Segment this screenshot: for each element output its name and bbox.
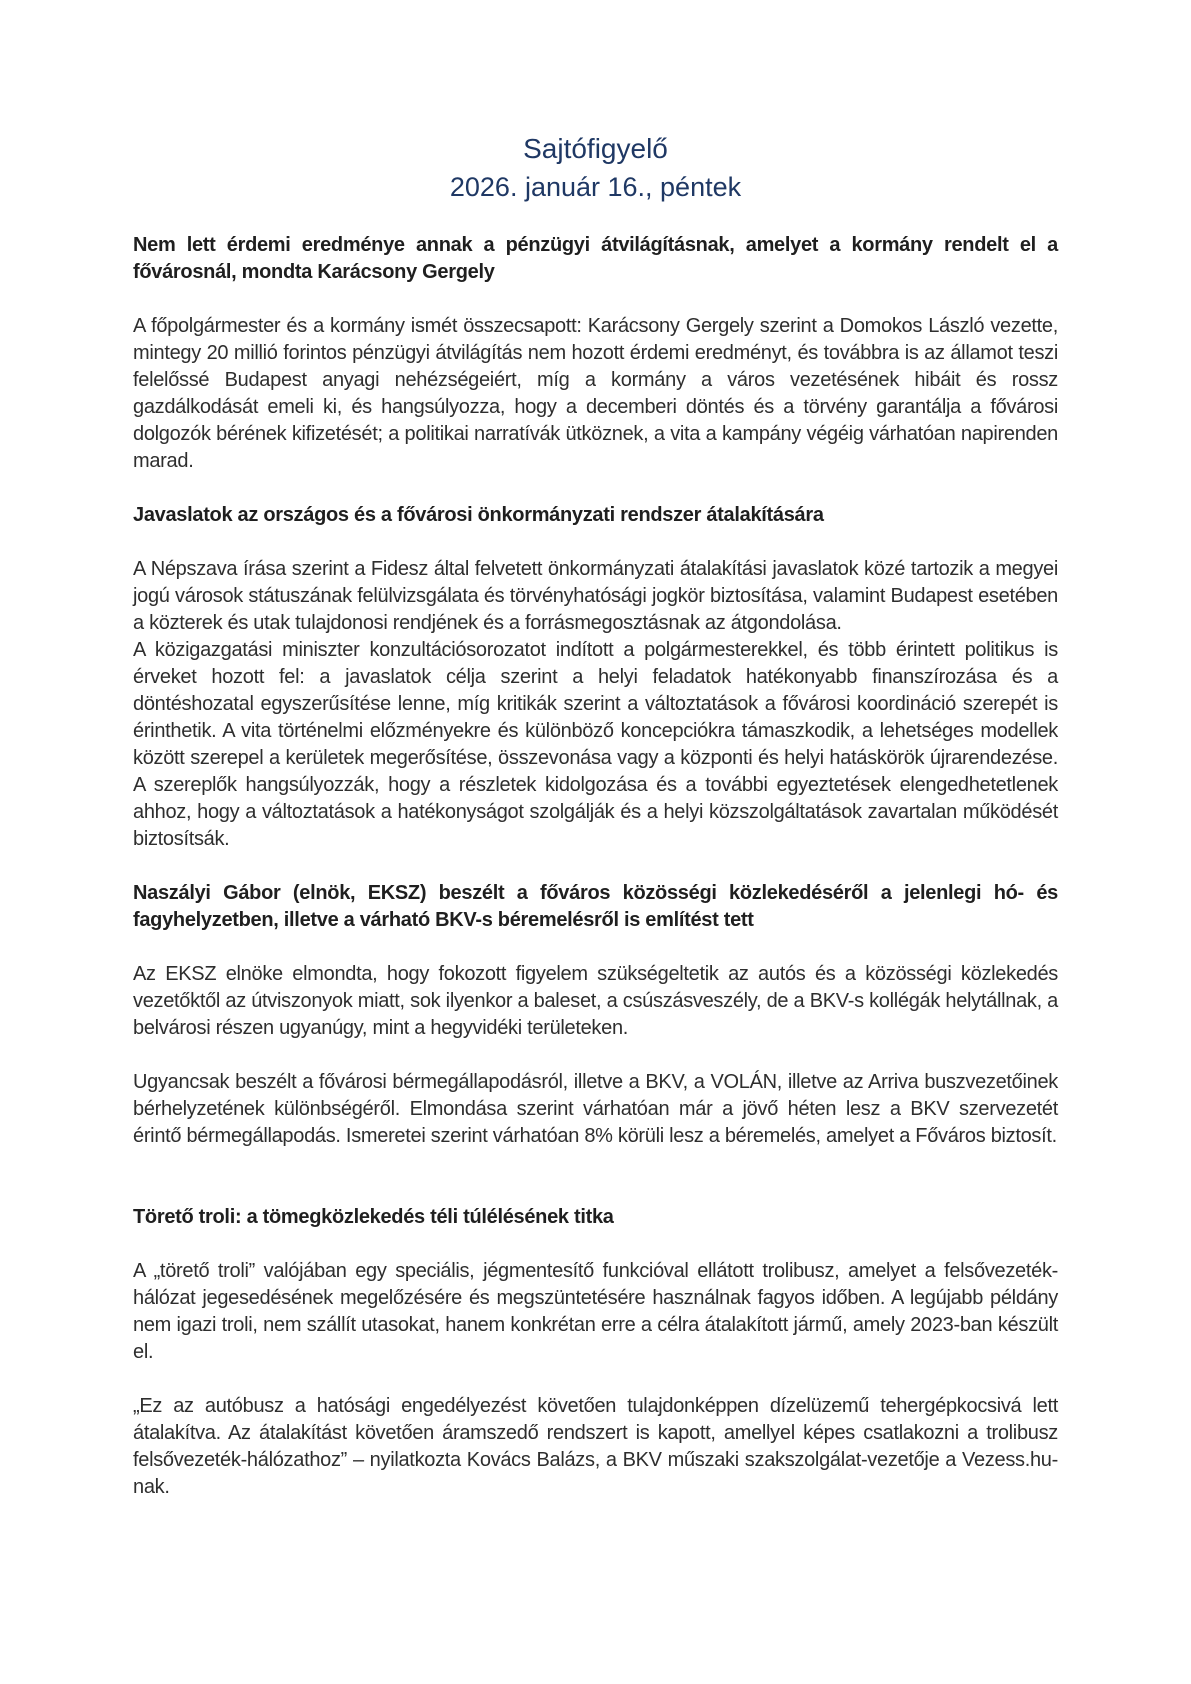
paragraph: A „törető troli” valójában egy speciális, jégmentesítő funkcióval ellátott trolibusz, amelyet a felsővezeték-hálózat jegesedésének megelőzésére és megszüntetésére használnak fagyos időben. A legújabb példány nem igazi troli, nem szállít utasokat, hanem konkrétan erre a célra átalakított jármű, amely 2023-ban készült el. bbox=[133, 1260, 1058, 1363]
section-heading-toreto-troli: Törető troli: a tömegközlekedés téli túlélésének titka bbox=[133, 1206, 614, 1228]
section-heading-public-transport-winter: Naszályi Gábor (elnök, EKSZ) beszélt a főváros közösségi közlekedéséről a jelenlegi hó- és fagyhelyzetben, illetve a várható BKV-s béremelésről is említést tett bbox=[133, 882, 1058, 931]
section-public-transport-winter bbox=[133, 880, 1058, 1150]
section-heading-financial-audit: Nem lett érdemi eredménye annak a pénzügyi átvilágításnak, amelyet a kormány rendelt el a fővárosnál, mondta Karácsony Gergely bbox=[133, 234, 1058, 283]
document-date: 2026. január 16., péntek bbox=[449, 172, 742, 202]
paragraph: „Ez az autóbusz a hatósági engedélyezést követően tulajdonképpen dízelüzemű tehergépkocsivá lett átalakítva. Az átalakítást követően áramszedő rendszert is kapott, amellyel képes csatlakozni a trolibusz felsővezeték-hálózathoz” – nyilatkozta Kovács Balázs, a BKV műszaki szakszolgálat-vezetője a Vezess.hu-nak. bbox=[133, 1395, 1058, 1498]
paragraph: A Népszava írása szerint a Fidesz által felvetett önkormányzati átalakítási javaslatok közé tartozik a megyei jogú városok státuszának felülvizsgálata és törvényhatósági jogkör biztosítása, valamint Budapest esetében a közterek és utak tulajdonosi rendjének és a forrásmegosztásnak az átgondolása. bbox=[133, 558, 1058, 634]
paragraph: A közigazgatási miniszter konzultációsorozatot indított a polgármesterekkel, és több érintett politikus is érveket hozott fel: a javaslatok célja szerint a helyi feladatok hatékonyabb finanszírozása és a döntéshozatal egyszerűsítése lenne, míg kritikák szerint a változtatások a fővárosi koordináció szerepét is érinthetik. A vita történelmi előzményekre és különböző koncepciókra támaszkodik, a lehetséges modellek között szerepel a kerületek megerősítése, összevonása vagy a központi és helyi hatáskörök újrarendezése. A szereplők hangsúlyozzák, hogy a részletek kidolgozása és a további egyeztetések elengedhetetlenek ahhoz, hogy a változtatások a hatékonyságot szolgálják és a helyi közszolgáltatások zavartalan működését biztosítsák. bbox=[133, 639, 1058, 850]
document-header bbox=[133, 130, 1058, 206]
section-financial-audit bbox=[133, 232, 1058, 475]
paragraph: A főpolgármester és a kormány ismét összecsapott: Karácsony Gergely szerint a Domokos László vezette, mintegy 20 millió forintos pénzügyi átvilágítás nem hozott érdemi eredményt, és továbbra is az államot teszi felelőssé Budapest anyagi nehézségeiért, míg a kormány a város vezetésének hibáit és rossz gazdálkodását emeli ki, és hangsúlyozza, hogy a decemberi döntés és a törvény garantálja a fővárosi dolgozók bérének kifizetését; a politikai narratívák ütköznek, a vita a kampány végéig várhatóan napirenden marad. bbox=[133, 315, 1058, 472]
paragraph: Ugyancsak beszélt a fővárosi bérmegállapodásról, illetve a BKV, a VOLÁN, illetve az Arriva buszvezetőinek bérhelyzetének különbségéről. Elmondása szerint várhatóan már a jövő héten lesz a BKV szervezetét érintő bérmegállapodás. Ismeretei szerint várhatóan 8% körüli lesz a béremelés, amelyet a Főváros biztosít. bbox=[133, 1071, 1058, 1147]
section-municipal-reform bbox=[133, 502, 1058, 853]
section-toreto-troli bbox=[133, 1204, 1058, 1501]
paragraph: Az EKSZ elnöke elmondta, hogy fokozott figyelem szükségeltetik az autós és a közösségi közlekedés vezetőktől az útviszonyok miatt, sok ilyenkor a baleset, a csúszásveszély, de a BKV-s kollégák helytállnak, a belvárosi részen ugyanúgy, mint a hegyvidéki területeken. bbox=[133, 963, 1058, 1039]
document-title: Sajtófigyelő bbox=[523, 133, 668, 164]
section-heading-municipal-reform: Javaslatok az országos és a fővárosi önkormányzati rendszer átalakítására bbox=[133, 504, 824, 526]
